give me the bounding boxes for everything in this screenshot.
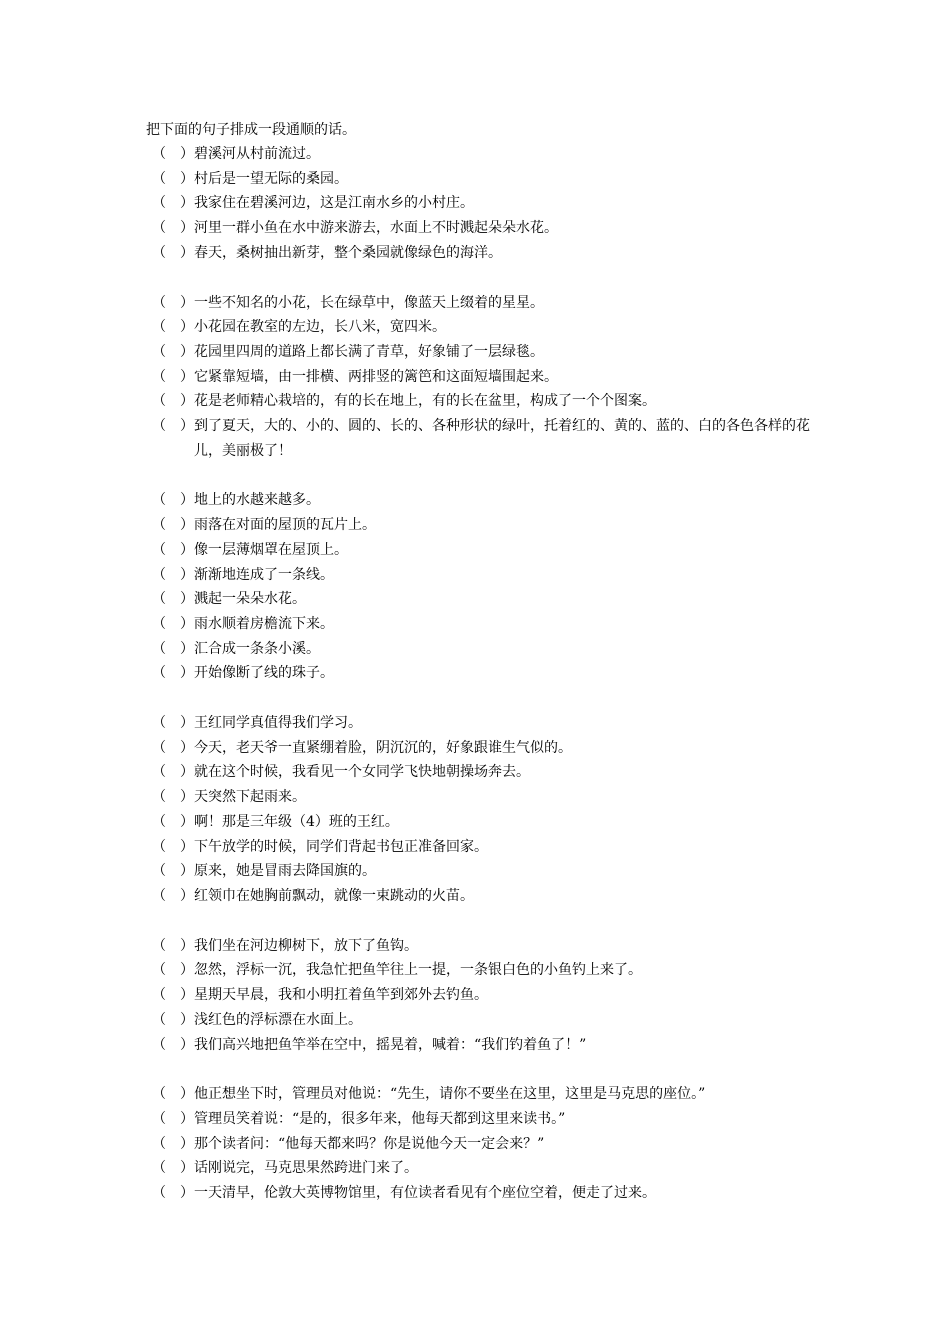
answer-blank[interactable]: （ ）: [152, 937, 194, 954]
sentence-text: 话刚说完，马克思果然跨进门来了。: [194, 1160, 418, 1177]
answer-blank[interactable]: （ ）: [152, 1185, 194, 1202]
answer-blank[interactable]: （ ）: [152, 838, 194, 855]
sentence-group: [152, 934, 832, 1058]
sentence-item: [152, 736, 832, 761]
answer-blank[interactable]: （ ）: [152, 739, 194, 756]
sentence-text: 今天，老天爷一直紧绷着脸，阴沉沉的，好象跟谁生气似的。: [194, 739, 572, 756]
sentence-item: [152, 414, 832, 463]
sentence-text: 小花园在教室的左边，长八米，宽四米。: [194, 319, 446, 336]
sentence-text: 他正想坐下时，管理员对他说：“先生，请你不要坐在这里，这里是马克思的座位。”: [194, 1086, 706, 1103]
sentence-text: 王红同学真值得我们学习。: [194, 715, 362, 732]
sentence-item: [152, 365, 832, 390]
sentence-text: 像一层薄烟罩在屋顶上。: [194, 541, 348, 558]
answer-blank[interactable]: （ ）: [152, 146, 194, 162]
answer-blank[interactable]: （ ）: [152, 319, 194, 336]
sentence-item: [152, 488, 832, 513]
answer-blank[interactable]: （ ）: [152, 368, 194, 385]
sentence-text: 到了夏天，大的、小的、圆的、长的、各种形状的绿叶，托着红的、黄的、蓝的、白的各色各样的花儿，美丽极了！: [194, 418, 810, 459]
sentence-text: 我们高兴地把鱼竿举在空中，摇晃着，喊着：“我们钓着鱼了！”: [194, 1036, 587, 1053]
sentence-item: [152, 1181, 832, 1206]
answer-blank[interactable]: （ ）: [152, 566, 194, 583]
sentence-item: [152, 958, 832, 983]
sentence-text: 地上的水越来越多。: [194, 492, 320, 509]
sentence-text: 它紧靠短墙，由一排横、两排竖的篱笆和这面短墙围起来。: [194, 368, 558, 385]
sentence-item: [152, 167, 832, 192]
answer-blank[interactable]: （ ）: [152, 418, 194, 435]
answer-blank[interactable]: （ ）: [152, 640, 194, 657]
sentence-item: [152, 191, 832, 216]
answer-blank[interactable]: （ ）: [152, 591, 194, 608]
sentence-item: [152, 637, 832, 662]
sentence-text: 村后是一望无际的桑园。: [194, 170, 348, 187]
answer-blank[interactable]: （ ）: [152, 492, 194, 509]
sentence-group: [152, 142, 832, 266]
sentence-item: [152, 1107, 832, 1132]
sentence-item: [152, 859, 832, 884]
sentence-item: [152, 142, 832, 167]
sentence-text: 溅起一朵朵水花。: [194, 591, 306, 608]
sentence-item: [152, 1008, 832, 1033]
sentence-group: [152, 488, 832, 686]
sentence-item: [152, 835, 832, 860]
sentence-text: 我们坐在河边柳树下，放下了鱼钩。: [194, 937, 418, 954]
sentence-item: [152, 785, 832, 810]
sentence-text: 浅红色的浮标漂在水面上。: [194, 1011, 362, 1028]
sentence-item: [152, 216, 832, 241]
answer-blank[interactable]: （ ）: [152, 789, 194, 806]
sentence-text: 忽然，浮标一沉，我急忙把鱼竿往上一提，一条银白色的小鱼钓上来了。: [194, 962, 642, 979]
sentence-group: [152, 1082, 832, 1206]
answer-blank[interactable]: （ ）: [152, 1011, 194, 1028]
sentence-item: [152, 563, 832, 588]
answer-blank[interactable]: （ ）: [152, 1135, 194, 1152]
sentence-text: 星期天早晨，我和小明扛着鱼竿到郊外去钓鱼。: [194, 987, 488, 1004]
sentence-item: [152, 1033, 832, 1058]
sentence-text: 开始像断了线的珠子。: [194, 665, 334, 682]
answer-blank[interactable]: （ ）: [152, 343, 194, 360]
sentence-item: [152, 587, 832, 612]
sentence-item: [152, 1156, 832, 1181]
answer-blank[interactable]: （ ）: [152, 1160, 194, 1177]
sentence-item: [152, 340, 832, 365]
sentence-text: 啊！那是三年级（4）班的王红。: [194, 813, 399, 830]
sentence-group: [152, 711, 832, 909]
sentence-item: [152, 760, 832, 785]
sentence-item: [152, 513, 832, 538]
sentence-text: 雨落在对面的屋顶的瓦片上。: [194, 517, 376, 534]
answer-blank[interactable]: （ ）: [152, 195, 194, 212]
sentence-text: 雨水顺着房檐流下来。: [194, 615, 334, 632]
sentence-text: 河里一群小鱼在水中游来游去，水面上不时溅起朵朵水花。: [194, 220, 558, 237]
sentence-item: [152, 661, 832, 686]
answer-blank[interactable]: （ ）: [152, 715, 194, 732]
sentence-text: 一些不知名的小花，长在绿草中，像蓝天上缀着的星星。: [194, 294, 544, 311]
answer-blank[interactable]: （ ）: [152, 1036, 194, 1053]
sentence-text: 碧溪河从村前流过。: [194, 146, 320, 162]
sentence-text: 春天，桑树抽出新芽，整个桑园就像绿色的海洋。: [194, 244, 502, 261]
answer-blank[interactable]: （ ）: [152, 294, 194, 311]
sentence-text: 管理员笑着说：“是的，很多年来，他每天都到这里来读书。”: [194, 1110, 566, 1127]
answer-blank[interactable]: （ ）: [152, 665, 194, 682]
sentence-item: [152, 291, 832, 316]
answer-blank[interactable]: （ ）: [152, 170, 194, 187]
answer-blank[interactable]: （ ）: [152, 517, 194, 534]
sentence-text: 天突然下起雨来。: [194, 789, 306, 806]
sentence-text: 原来，她是冒雨去降国旗的。: [194, 863, 376, 880]
answer-blank[interactable]: （ ）: [152, 987, 194, 1004]
sentence-text: 一天清早，伦敦大英博物馆里，有位读者看见有个座位空着，便走了过来。: [194, 1185, 656, 1202]
answer-blank[interactable]: （ ）: [152, 615, 194, 632]
answer-blank[interactable]: （ ）: [152, 863, 194, 880]
answer-blank[interactable]: （ ）: [152, 1086, 194, 1103]
sentence-text: 就在这个时候，我看见一个女同学飞快地朝操场奔去。: [194, 764, 530, 781]
sentence-text: 下午放学的时候，同学们背起书包正准备回家。: [194, 838, 488, 855]
sentence-text: 花是老师精心栽培的，有的长在地上，有的长在盆里，构成了一个个图案。: [194, 393, 656, 410]
sentence-item: [152, 711, 832, 736]
answer-blank[interactable]: （ ）: [152, 393, 194, 410]
sentence-item: [152, 389, 832, 414]
sentence-text: 那个读者问：“他每天都来吗？你是说他今天一定会来？”: [194, 1135, 545, 1152]
sentence-item: [152, 315, 832, 340]
sentence-text: 汇合成一条条小溪。: [194, 640, 320, 657]
sentence-item: [152, 983, 832, 1008]
instruction-title: 把下面的句子排成一段通顺的话。: [146, 122, 356, 138]
answer-blank[interactable]: （ ）: [152, 1110, 194, 1127]
answer-blank[interactable]: （ ）: [152, 887, 194, 904]
sentence-item: [152, 884, 832, 909]
sentence-item: [152, 1132, 832, 1157]
sentence-item: [152, 1082, 832, 1107]
exercise-list: [152, 142, 832, 1231]
answer-blank[interactable]: （ ）: [152, 764, 194, 781]
sentence-text: 花园里四周的道路上都长满了青草，好象铺了一层绿毯。: [194, 343, 544, 360]
sentence-item: [152, 934, 832, 959]
sentence-text: 我家住在碧溪河边，这是江南水乡的小村庄。: [194, 195, 474, 212]
sentence-item: [152, 612, 832, 637]
answer-blank[interactable]: （ ）: [152, 244, 194, 261]
sentence-group: [152, 291, 832, 464]
answer-blank[interactable]: （ ）: [152, 962, 194, 979]
sentence-item: [152, 538, 832, 563]
answer-blank[interactable]: （ ）: [152, 813, 194, 830]
answer-blank[interactable]: （ ）: [152, 220, 194, 237]
sentence-item: [152, 241, 832, 266]
sentence-text: 渐渐地连成了一条线。: [194, 566, 334, 583]
answer-blank[interactable]: （ ）: [152, 541, 194, 558]
sentence-text: 红领巾在她胸前飘动，就像一束跳动的火苗。: [194, 887, 474, 904]
sentence-item: [152, 810, 832, 835]
